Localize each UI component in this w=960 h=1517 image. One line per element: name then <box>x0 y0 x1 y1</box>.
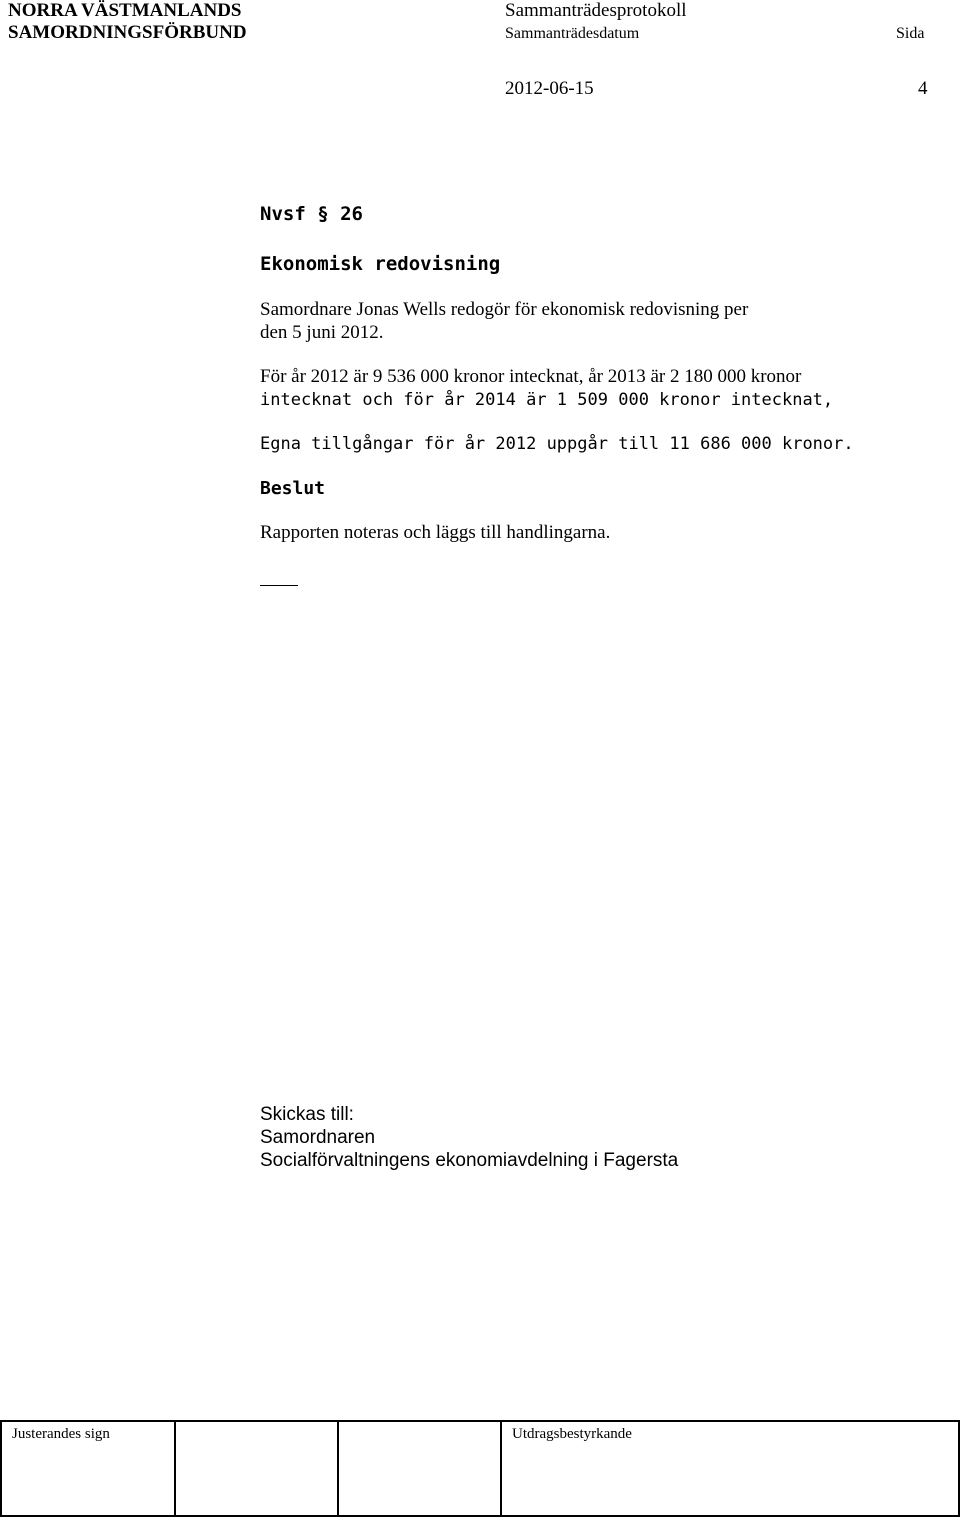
recipient-2: Socialförvaltningens ekonomiavdelning i Fagersta <box>260 1150 679 1171</box>
decision-heading: Beslut <box>260 478 326 499</box>
section-heading: Ekonomisk redovisning <box>260 253 501 275</box>
decision-text: Rapporten noteras och läggs till handlingarna. <box>260 522 611 543</box>
end-rule <box>260 585 298 586</box>
sign-label: Justerandes sign <box>12 1426 110 1442</box>
meeting-date: 2012-06-15 <box>505 78 594 99</box>
org-name-line2: SAMORDNINGSFÖRBUND <box>8 22 247 43</box>
intro-line-2: den 5 juni 2012. <box>260 322 384 343</box>
document-type: Sammanträdesprotokoll <box>505 0 687 21</box>
certification-cell <box>501 1421 959 1516</box>
org-name-line1: NORRA VÄSTMANLANDS <box>8 0 242 21</box>
budget-line-2: intecknat och för år 2014 är 1 509 000 kronor intecknat, <box>260 390 834 410</box>
sign-cell-1 <box>1 1421 175 1516</box>
page-label: Sida <box>896 25 925 42</box>
sign-cell-3 <box>338 1421 501 1516</box>
sign-cell-2 <box>175 1421 338 1516</box>
budget-line-1: För år 2012 är 9 536 000 kronor intecknat, år 2013 är 2 180 000 kronor <box>260 366 802 387</box>
date-label: Sammanträdesdatum <box>505 25 640 42</box>
page-number: 4 <box>918 78 928 99</box>
certification-label: Utdragsbestyrkande <box>512 1426 632 1442</box>
intro-line-1: Samordnare Jonas Wells redogör för ekonomisk redovisning per <box>260 299 749 320</box>
assets-line: Egna tillgångar för år 2012 uppgår till 11 686 000 kronor. <box>260 434 854 454</box>
distribution-label: Skickas till: <box>260 1104 354 1125</box>
signature-footer <box>0 1420 960 1517</box>
recipient-1: Samordnaren <box>260 1127 376 1148</box>
paragraph-reference: Nvsf § 26 <box>260 203 363 225</box>
